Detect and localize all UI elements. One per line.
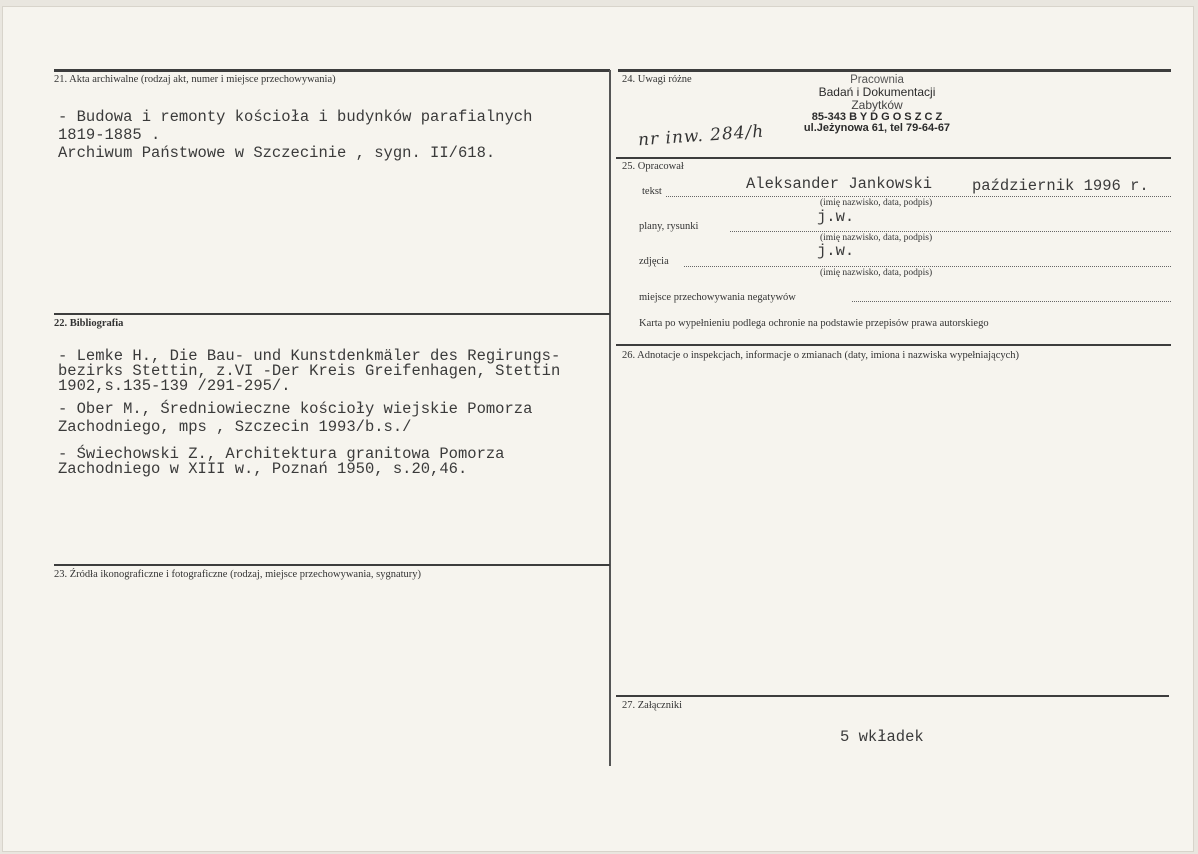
tekst-label: tekst [642, 186, 662, 197]
tekst-date: październik 1996 r. [972, 177, 1149, 195]
section-25-label: 25. Opracował [622, 161, 684, 172]
plany-label: plany, rysunki [639, 221, 699, 232]
bibliography-line: Zachodniego w XIII w., Poznań 1950, s.20,46. [58, 460, 468, 478]
copyright-note: Karta po wypełnieniu podlega ochronie na podstawie przepisów prawa autorskiego [639, 318, 989, 329]
divider-26-27 [616, 695, 1169, 697]
tekst-hint: (imię nazwisko, data, podpis) [820, 198, 933, 208]
stamp-line: Badań i Dokumentacji [818, 85, 936, 99]
handwritten-inventory-number: nr inw. 284/h [637, 121, 765, 151]
divider-21-22 [54, 313, 610, 315]
institution-stamp [792, 74, 962, 134]
bibliography-line: - Lemke H., Die Bau- und Kunstdenkmäler des Regirungs- [58, 347, 561, 365]
zdjecia-hint: (imię nazwisko, data, podpis) [820, 268, 933, 278]
divider-22-23 [54, 564, 610, 566]
stamp-line: 85-343 B Y D G O S Z C Z [811, 111, 943, 123]
stamp-line: Pracownia [850, 74, 904, 86]
zdjecia-label: zdjęcia [639, 256, 669, 267]
attachments-value: 5 wkładek [840, 728, 924, 746]
record-card [2, 6, 1194, 852]
divider-top-right [618, 69, 1171, 72]
section-21-line: 1819-1885 . [58, 126, 161, 144]
section-24-label: 24. Uwagi różne [622, 74, 692, 85]
plany-value: j.w. [817, 208, 855, 226]
tekst-dotted-line [666, 196, 1171, 197]
zdjecia-value: j.w. [817, 242, 855, 260]
bibliography-line: Zachodniego, mps , Szczecin 1993/b.s./ [58, 418, 412, 436]
section-22-label: 22. Bibliografia [54, 318, 124, 329]
bibliography-line: - Świechowski Z., Architektura granitowa Pomorza [58, 445, 505, 463]
divider-25-26 [616, 344, 1171, 346]
section-23-label: 23. Źródła ikonograficzne i fotograficzne (rodzaj, miejsce przechowywania, sygnatury) [54, 569, 422, 580]
bibliography-line: 1902,s.135-139 /291-295/. [58, 377, 291, 395]
column-divider [609, 70, 611, 766]
zdjecia-dotted-line [684, 266, 1171, 267]
plany-hint: (imię nazwisko, data, podpis) [820, 233, 933, 243]
plany-dotted-line [730, 231, 1171, 232]
divider-24-25 [616, 157, 1171, 159]
stamp-line: ul.Jeżynowa 61, tel 79-64-67 [803, 122, 951, 134]
section-26-label: 26. Adnotacje o inspekcjach, informacje o zmianach (daty, imiona i nazwiska wypełniających) [622, 350, 1020, 361]
divider-top-left [54, 69, 610, 72]
bibliography-line: bezirks Stettin, z.VI -Der Kreis Greifenhagen, Stettin [58, 362, 561, 380]
tekst-author: Aleksander Jankowski [746, 175, 933, 193]
negatywy-dotted-line [852, 301, 1171, 302]
negatywy-label: miejsce przechowywania negatywów [639, 292, 796, 303]
section-27-label: 27. Załączniki [622, 700, 683, 711]
section-21-line: Archiwum Państwowe w Szczecinie , sygn. II/618. [58, 144, 496, 162]
section-21-label: 21. Akta archiwalne (rodzaj akt, numer i miejsce przechowywania) [54, 74, 336, 85]
section-21-line: - Budowa i remonty kościoła i budynków parafialnych [58, 108, 533, 126]
stamp-line: Zabytków [851, 98, 903, 112]
bibliography-line: - Ober M., Średniowieczne kościoły wiejskie Pomorza [58, 400, 533, 418]
